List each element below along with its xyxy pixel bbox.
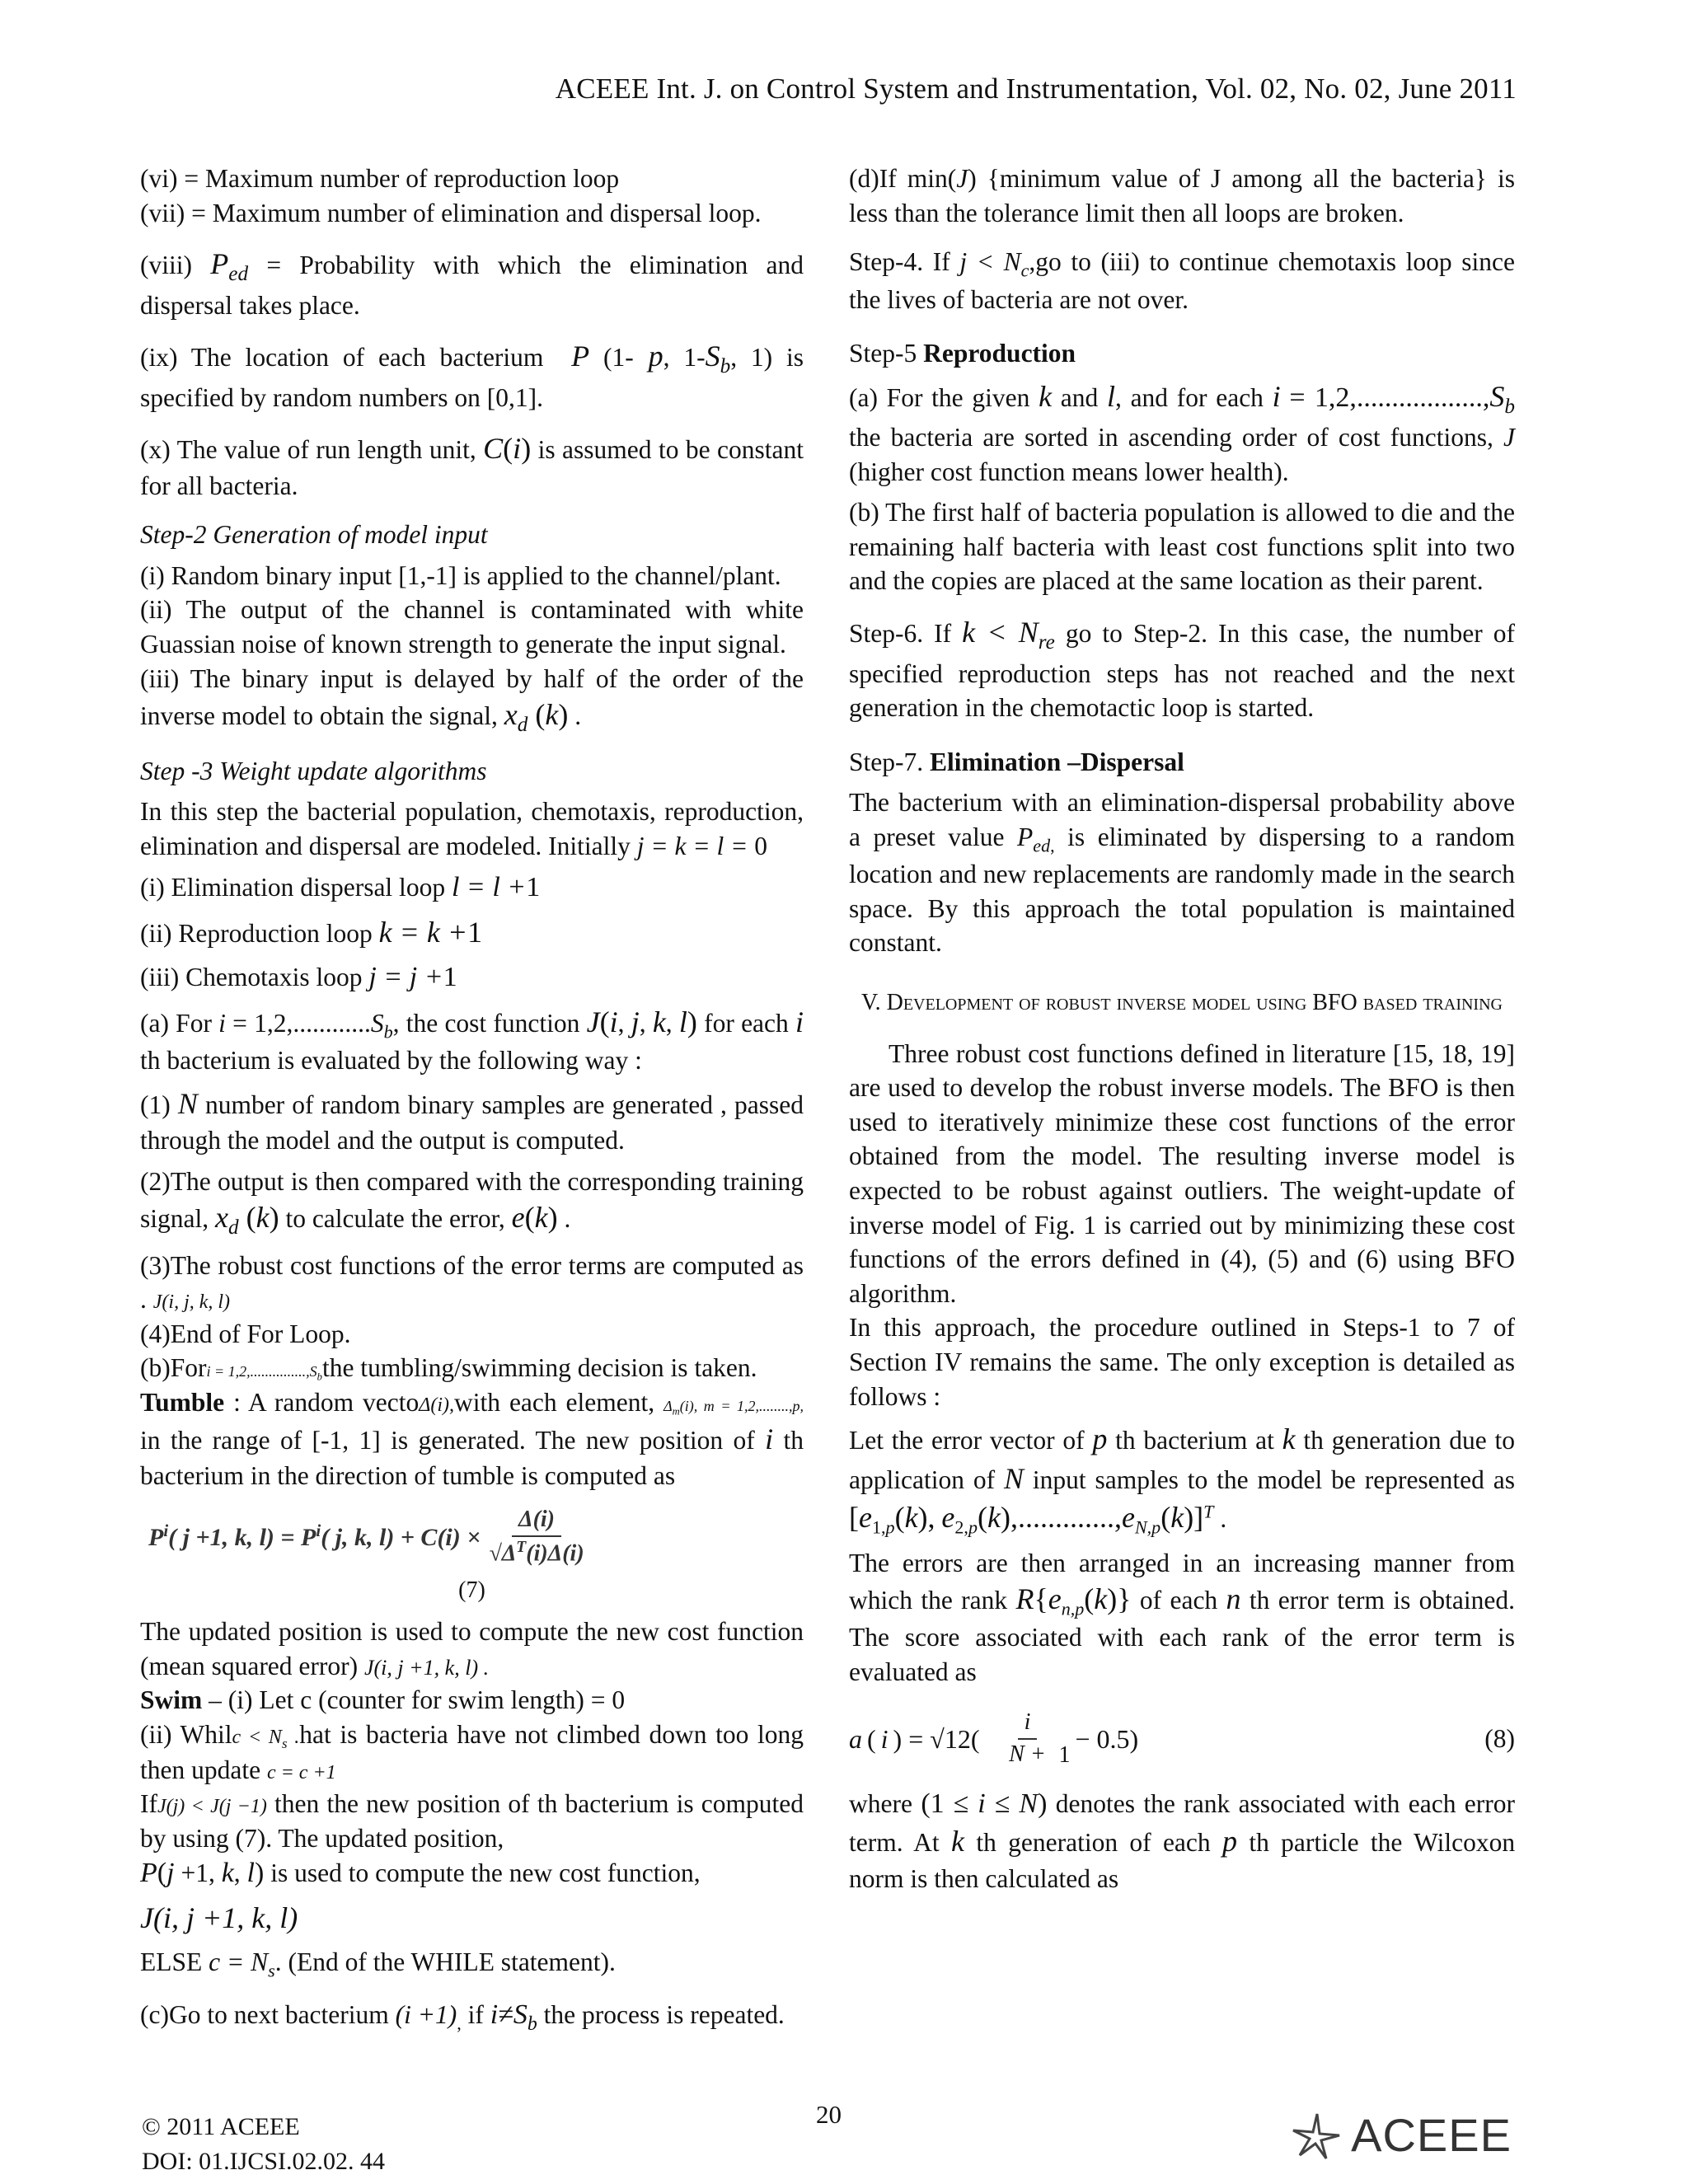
logo-text: ACEEE: [1351, 2109, 1512, 2161]
left-column: [140, 162, 804, 2044]
logo-star-icon: [1288, 2111, 1346, 2160]
section-heading: Step -3 Weight update algorithms: [140, 756, 487, 785]
list-item: (iii) Chemotaxis loop j = j +1: [140, 961, 457, 992]
list-item: (vii) = Maximum number of elimination and dispersal loop.: [140, 198, 762, 227]
paragraph: In this step the bacterial population, chemotaxis, reproduction, elimination and dispersal are modeled. Initially j = k = l = 0: [140, 797, 804, 860]
list-item: (1) N number of random binary samples are generated , passed through the model and the output is computed.: [140, 1086, 804, 1155]
list-item: ELSE $c = N_s$. (End of the WHILE statement).: [140, 1947, 616, 1981]
doi: DOI: 01.IJCSI.02.02. 44: [142, 2148, 386, 2175]
section-heading: Step-2 Generation of model input: [140, 520, 488, 550]
list-item: (3)The robust cost functions of the error terms are computed as . J(i, j, k, l): [140, 1250, 804, 1315]
page-number: 20: [816, 2100, 842, 2129]
list-item: (d)If min(J) {minimum value of J among all the bacteria} is less than the tolerance limit then all loops are broken.: [849, 164, 1516, 227]
paragraph: In this approach, the procedure outlined in Steps-1 to 7 of Section IV remains the same. The only exception is detailed as follows :: [849, 1313, 1515, 1411]
list-item: (a) For $i = 1,2,............S_b$, the cost function J(i, j, k, l) for each i th bacterium is evaluated by the following way :: [140, 1005, 804, 1076]
paragraph: The bacterium with an elimination-dispersal probability above a preset value $P_{ed,}$ is eliminated by dispersing to a random location and new replacements are randomly made in the search space. By this approach the total population is maintained constant.: [849, 788, 1516, 958]
paragraph: Let the error vector of p th bacterium at k th generation due to application of N input samples to the model be represented as [$e_{1,p}(k)$, $e_{2,p}(k),.............,e_{N,p}(k)]^T$ .: [849, 1422, 1516, 1538]
list-item: (ii) Whilc < $N_s$ .hat is bacteria have not climbed down too long then update c = c +1: [140, 1719, 804, 1784]
list-item: (c)Go to next bacterium $(i +1)_,$ if $i\ne S_b$ the process is repeated.: [140, 1999, 785, 2035]
list-item: (4)End of For Loop.: [140, 1319, 351, 1348]
section-title: V. Development of robust inverse model using BFO based training: [861, 989, 1503, 1015]
list-item: (i) Random binary input [1,-1] is applied to the channel/plant.: [140, 560, 781, 590]
list-item: (b)Fori = $1,2,...............,S_bthe$ tumbling/swimming decision is taken.: [140, 1353, 757, 1384]
right-column: [849, 162, 1515, 1902]
list-item: (2)The output is then compared with the corresponding training signal, $x_d$ (k) to calculate the error, e(k) .: [140, 1166, 804, 1240]
equation-number: (8): [1484, 1724, 1515, 1754]
list-item: (ii) The output of the channel is contaminated with white Guassian noise of known strength to generate the input signal.: [140, 595, 804, 659]
list-item: Step-4. If $j < N_c,go$ to (iii) to continue chemotaxis loop since the lives of bacteria are not over.: [849, 247, 1515, 314]
paragraph: The updated position is used to compute the new cost function (mean squared error) J(i, j +1, k, l) .: [140, 1616, 804, 1680]
list-item: (ii) Reproduction loop k = k +1: [140, 916, 483, 949]
equation-inline: J(i, j +1, k, l): [140, 1901, 298, 1935]
list-item: Swim – (i) Let c (counter for swim length) = 0: [140, 1685, 626, 1715]
list-item: (viii) $P_{ed}$ = Probability with which the elimination and dispersal takes place.: [140, 247, 804, 320]
list-item: (a) For the given k and l, and for each $i = 1,2,..................,S_b$ the bacteria are sorted in ascending order of cost functions, J (higher cost function means lower health).: [849, 379, 1516, 486]
list-item: (b) The first half of bacteria population is allowed to die and the remaining half bacteria with least cost functions split into two and the copies are placed at the same location as their parent.: [849, 498, 1515, 596]
equation-number: (7): [458, 1577, 485, 1603]
list-item: P(j +1, k, l) is used to compute the new cost function,: [140, 1858, 701, 1889]
list-item: Tumble : A random vectoΔ(i),with each element, $\Delta_m(i)$, m = 1,2,........,p, in the range of [-1, 1] is generated. The new position of i th bacterium in the direction of tumble is computed as: [140, 1388, 804, 1491]
aceee-logo: [1288, 2108, 1512, 2162]
footer: [142, 2110, 385, 2179]
equation-7: $P^i$( j +1, k, $l) = P^i$( j, k, l) + C(i) × $\frac{\Delta(i)}{√\Delta^T(i)\Delta(i)}$: [148, 1506, 584, 1567]
list-item: (x) The value of run length unit, C(i) is assumed to be constant for all bacteria.: [140, 432, 804, 500]
section-heading: Step-7. Elimination –Dispersal: [849, 747, 1184, 776]
paragraph: where (1 ≤ i ≤ N) denotes the rank associated with each error term. At k th generation of each p th particle the Wilcoxon norm is then calculated as: [849, 1788, 1516, 1893]
copyright: © 2011 ACEEE: [142, 2113, 300, 2140]
list-item: (vi) = Maximum number of reproduction loop: [140, 164, 620, 193]
section-heading: Step-5 Reproduction: [849, 339, 1076, 368]
list-item: (i) Elimination dispersal loop l = l +1: [140, 872, 541, 903]
list-item: IfJ(j) < J(j −1) then the new position of th bacterium is computed by using (7). The updated position,: [140, 1789, 804, 1853]
equation-8: a ( i ) = √12( i N + 1 − 0.5) (8): [849, 1708, 1515, 1768]
list-item: Step-6. If $k < N_{re}$ go to Step-2. In this case, the number of specified reproduction steps has not reached and the next generation in the chemotactic loop is started.: [849, 616, 1515, 723]
journal-header: ACEEE Int. J. on Control System and Instrumentation, Vol. 02, No. 02, June 2011: [555, 73, 1517, 105]
list-item: (ix) The location of each bacterium P (1- p, $1-S_b$, 1) is specified by random numbers on [0,1].: [140, 340, 804, 412]
paragraph: The errors are then arranged in an increasing manner from which the rank $R\{e_{n,p}(k)\}$ of each n th error term is obtained. The score associated with each rank of the error term is evaluated as: [849, 1548, 1516, 1687]
paragraph: Three robust cost functions defined in literature [15, 18, 19] are used to develop the robust inverse models. The BFO is then used to iteratively minimize these cost functions of the error obtained from the model. The resulting inverse model is expected to be robust against outliers. The weight-update of inverse model of Fig. 1 is carried out by minimizing these cost functions of the errors defined in (4), (5) and (6) using BFO algorithm.: [849, 1038, 1515, 1308]
list-item: (iii) The binary input is delayed by half of the order of the inverse model to obtain the signal, $x_d$ (k) .: [140, 663, 804, 737]
